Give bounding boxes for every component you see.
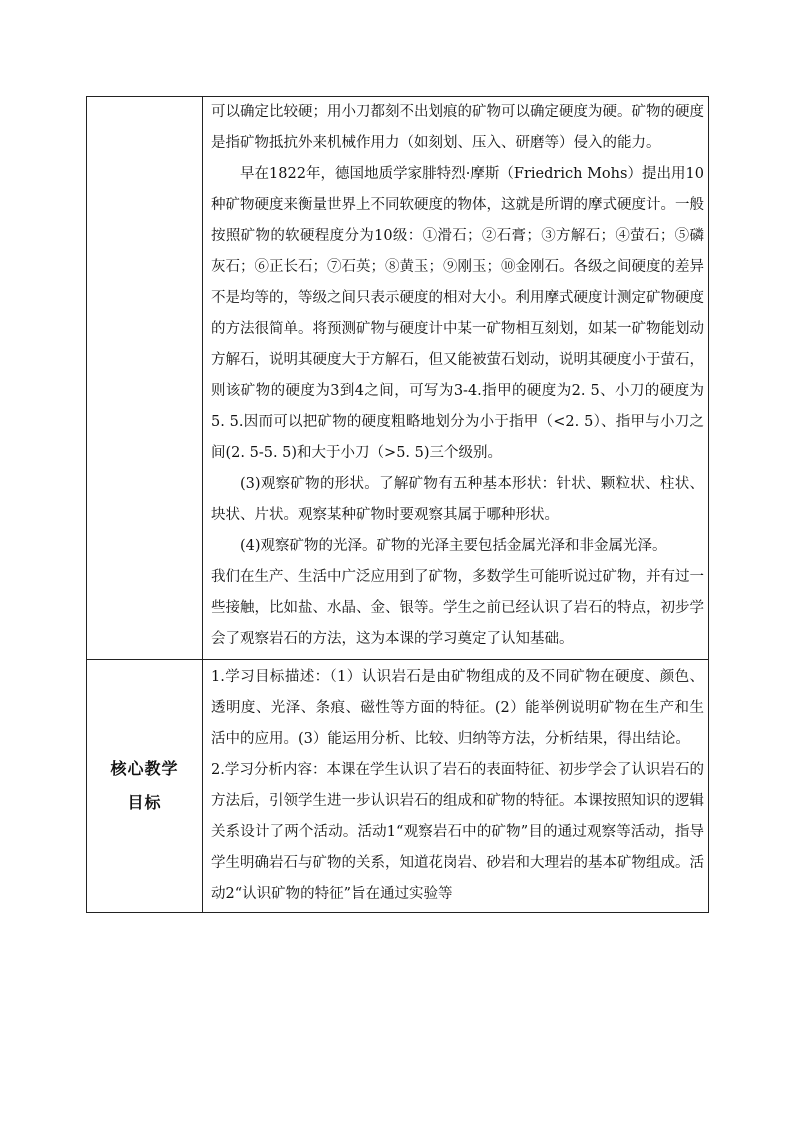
- paragraph: 我们在生产、生活中广泛应用到了矿物，多数学生可能听说过矿物，并有过一些接触，比如盐、水晶、金、银等。学生之前已经认识了岩石的特点，初步学会了观察岩石的方法，这为本课的学习奠定了认知基础。: [211, 569, 704, 647]
- paragraph: (3)观察矿物的形状。了解矿物有五种基本形状：针状、颗粒状、柱状、块状、片状。观察某种矿物时要观察其属于哪种形状。: [211, 476, 704, 523]
- paragraph: (4)观察矿物的光泽。矿物的光泽主要包括金属光泽和非金属光泽。: [240, 538, 667, 554]
- row-label-line: 核心教学: [110, 759, 179, 778]
- table-row: [87, 660, 709, 913]
- lesson-plan-table: [86, 96, 709, 913]
- table-row: [87, 97, 709, 660]
- content-cell: [203, 97, 709, 660]
- paragraph: 2.学习分析内容：本课在学生认识了岩石的表面特征、初步学会了认识岩石的方法后，引领学生进一步认识岩石的组成和矿物的特征。本课按照知识的逻辑关系设计了两个活动。活动1“观察岩石中的矿物”目的通过观察等活动，指导学生明确岩石与矿物的关系，知道花岗岩、砂岩和大理岩的基本矿物组成。活动2“认识矿物的特征”旨在通过实验等: [211, 762, 704, 902]
- row-label-cell: [87, 660, 203, 913]
- paragraph: 可以确定比较硬；用小刀都刻不出划痕的矿物可以确定硬度为硬。矿物的硬度是指矿物抵抗外来机械作用力（如刻划、压入、研磨等）侵入的能力。: [211, 104, 704, 151]
- row-label-line: 目标: [127, 793, 162, 812]
- row-label-cell: [87, 97, 203, 660]
- paragraph: 1.学习目标描述：（1）认识岩石是由矿物组成的及不同矿物在硬度、颜色、透明度、光泽、条痕、磁性等方面的特征。(2）能举例说明矿物在生产和生活中的应用。(3）能运用分析、比较、归纳等方法，分析结果，得出结论。: [211, 669, 704, 747]
- content-cell: [203, 660, 709, 913]
- paragraph: 早在1822年，德国地质学家腓特烈·摩斯（Friedrich Mohs）提出用10种矿物硬度来衡量世界上不同软硬度的物体，这就是所谓的摩式硬度计。一般按照矿物的软硬程度分为10级：①滑石；②石膏；③方解石；④萤石；⑤磷灰石；⑥正长石；⑦石英；⑧黄玉；⑨刚玉；⑩金刚石。各级之间硬度的差异不是均等的，等级之间只表示硬度的相对大小。利用摩式硬度计测定矿物硬度的方法很简单。将预测矿物与硬度计中某一矿物相互刻划，如某一矿物能划动方解石，说明其硬度大于方解石，但又能被萤石划动，说明其硬度小于萤石，则该矿物的硬度为3到4之间，可写为3-4.指甲的硬度为2. 5、小刀的硬度为5. 5.因而可以把矿物的硬度粗略地划分为小于指甲（<2. 5）、指甲与小刀之间(2. 5-5. 5)和大于小刀（>5. 5)三个级别。: [211, 166, 704, 461]
